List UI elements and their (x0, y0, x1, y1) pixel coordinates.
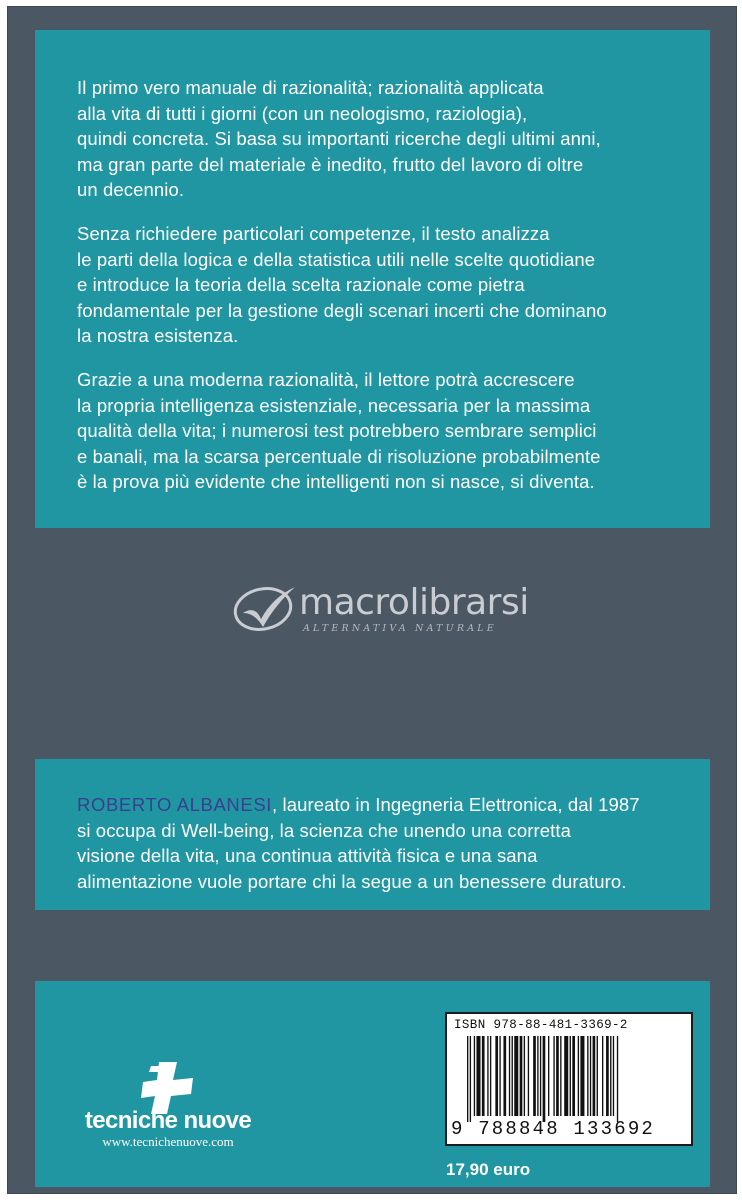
barcode-bar (476, 1036, 480, 1116)
barcode-bar (543, 1036, 546, 1122)
barcode-bar (548, 1036, 549, 1116)
text-line: e banali, ma la scarsa percentuale di risoluzione probabilmente (77, 445, 601, 467)
text-line: alimentazione vuole portare chi la segue a un benessere duraturo. (77, 870, 627, 892)
barcode-bar (578, 1036, 579, 1116)
publisher-url: www.tecnichenuove.com (102, 1134, 234, 1149)
barcode-bar (617, 1036, 618, 1122)
text-line: la nostra esistenza. (77, 325, 239, 347)
barcode-bar (570, 1036, 571, 1116)
barcode-bar (556, 1036, 559, 1116)
barcode-bar (524, 1036, 525, 1116)
barcode-bar (602, 1036, 603, 1116)
book-back-cover (7, 6, 737, 1194)
barcode-bar (499, 1036, 500, 1116)
barcode-bar (590, 1036, 591, 1116)
barcode-bar (553, 1036, 554, 1116)
barcode-bar (533, 1036, 536, 1116)
text-line: fondamentale per la gestione degli scenari incerti che dominano (77, 299, 607, 321)
text-line: alla vita di tutti i giorni (con un neologismo, raziologia), (77, 102, 528, 124)
barcode-bar (597, 1036, 598, 1116)
text-line: quindi concreta. Si basa su importanti ricerche degli ultimi anni, (77, 128, 601, 150)
text-line: le parti della logica e della statistica utili nelle scelte quotidiane (77, 248, 596, 270)
barcode-digits: 9 788848 133692 (451, 1118, 656, 1140)
footer-panel (35, 981, 710, 1187)
description-paragraph-2 (77, 221, 710, 349)
barcode-bar (540, 1036, 541, 1116)
barcode-bars (467, 1036, 685, 1122)
author-panel (35, 759, 710, 910)
text-line: e introduce la teoria della scelta razionale come pietra (77, 274, 525, 296)
barcode-bar (580, 1036, 584, 1116)
barcode-bar (606, 1036, 609, 1116)
barcode-bar (474, 1036, 475, 1116)
text-line: qualità della vita; i numerosi test potrebbero sembrare semplici (77, 420, 597, 442)
watermark-tagline: ALTERNATIVA NATURALE (303, 623, 497, 634)
text-line: Il primo vero manuale di razionalità; razionalità applicata (77, 77, 544, 98)
text-line: visione della vita, una continua attività fisica e una sana (77, 845, 538, 867)
author-bio-first-line: , laureato in Ingegneria Elettronica, dal 1987 (272, 794, 640, 815)
barcode-bar (514, 1036, 518, 1116)
text-line: ma gran parte del materiale è inedito, frutto del lavoro di oltre (77, 153, 584, 175)
text-line (77, 792, 710, 818)
description-panel (35, 30, 710, 528)
barcode-bar (613, 1036, 614, 1116)
barcode-bar (495, 1036, 498, 1116)
author-name: ROBERTO ALBANESI (77, 794, 273, 815)
barcode-bar (564, 1036, 568, 1116)
price: 17,90 euro (446, 1160, 531, 1179)
text-line: un decennio. (77, 179, 185, 201)
barcode-bar (572, 1036, 575, 1116)
publisher-name: tecniche nuove (84, 1107, 252, 1134)
barcode-bar (482, 1036, 485, 1116)
isbn-barcode (445, 1012, 693, 1146)
barcode-bar (593, 1036, 596, 1116)
isbn-label: ISBN 978-88-481-3369-2 (454, 1018, 628, 1032)
barcode-bar (512, 1036, 513, 1116)
barcode-bar (587, 1036, 588, 1116)
description-paragraph-3 (77, 367, 710, 495)
check-swoosh-icon (233, 583, 299, 635)
barcode-bar (520, 1036, 523, 1116)
barcode-bar (470, 1036, 471, 1122)
description-paragraph-1 (77, 75, 710, 203)
text-line: Grazie a una moderna razionalità, il lettore potrà accrescere (77, 368, 575, 390)
text-line: si occupa di Well-being, la scienza che unendo una corretta (77, 819, 572, 841)
barcode-bar (528, 1036, 529, 1116)
watermark-name: macrolibrarsi (299, 582, 529, 623)
barcode-bar (487, 1036, 488, 1116)
author-bio (77, 792, 710, 894)
barcode-bar (610, 1036, 611, 1116)
barcode-bar (490, 1036, 491, 1116)
text-line: Senza richiedere particolari competenze, il testo analizza (77, 222, 550, 244)
macrolibrarsi-watermark (233, 579, 553, 641)
barcode-bar (503, 1036, 506, 1116)
barcode-bar (509, 1036, 510, 1116)
text-line: la propria intelligenza esistenziale, necessaria per la massima (77, 394, 591, 416)
text-line: è la prova più evidente che intelligenti non si nasce, si diventa. (77, 471, 595, 493)
barcode-bar (467, 1036, 468, 1122)
barcode-bar (537, 1036, 538, 1116)
barcode-bar (560, 1036, 561, 1116)
